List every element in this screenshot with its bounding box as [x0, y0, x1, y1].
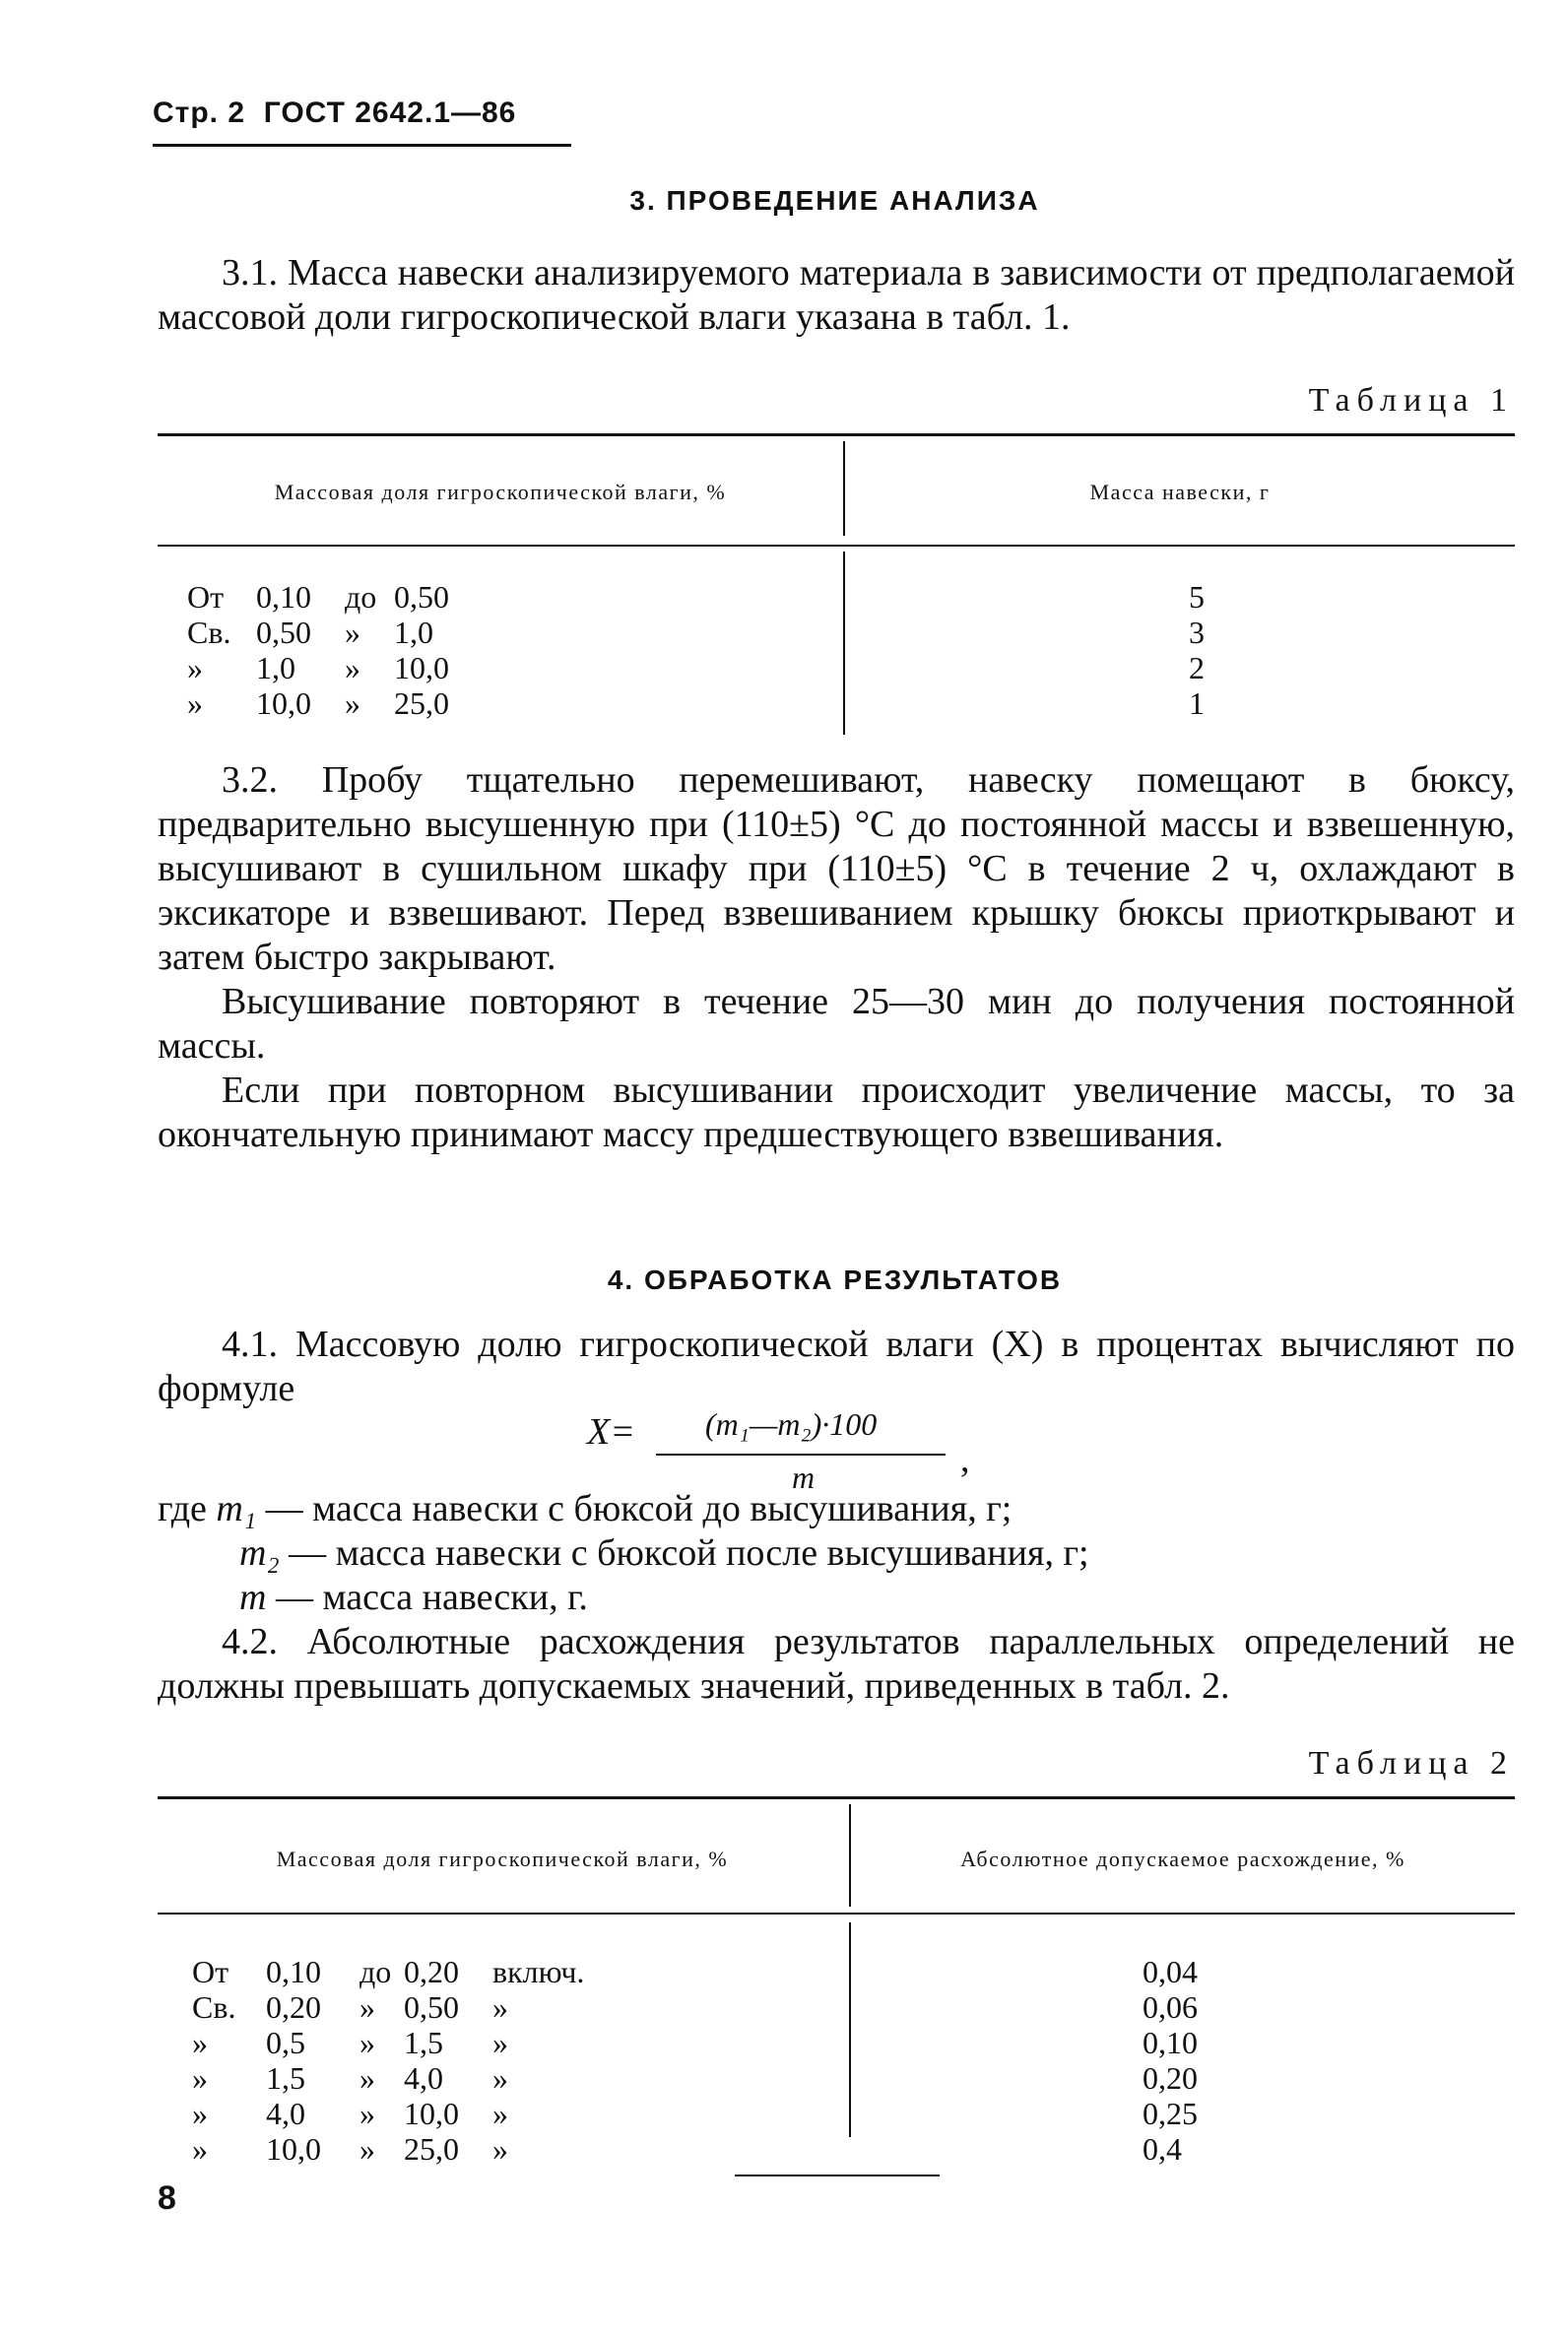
table-2-caption: Таблица 2: [1308, 1745, 1514, 1782]
moisture-range-cell: »: [187, 685, 203, 721]
moisture-range-cell: »: [359, 2060, 375, 2096]
paragraph-4-1: [158, 1323, 1515, 1411]
moisture-range-cell: 1,0: [394, 615, 433, 650]
table-2-top-rule: [158, 1796, 1515, 1799]
standard-number: ГОСТ 2642.1—86: [263, 97, 517, 129]
table-1-body: [158, 580, 1515, 728]
moisture-range-cell: »: [187, 650, 203, 685]
definition-m: [239, 1576, 588, 1620]
moisture-range-cell: »: [192, 2131, 208, 2167]
table-1-top-rule: [158, 433, 1515, 436]
moisture-range-cell: 0,50: [394, 579, 449, 615]
paragraph-3-1: [158, 251, 1515, 340]
moisture-range-cell: 4,0: [266, 2096, 305, 2131]
moisture-range-cell: »: [492, 1989, 508, 2025]
paragraph-mass-increase: Если при повторном высушивании происходит увеличение массы, то за окончательную принимают массу предшествующего взвешивания.: [158, 1070, 1515, 1155]
moisture-range-cell: 10,0: [394, 650, 449, 685]
moisture-range-cell: 0,50: [256, 615, 311, 650]
moisture-range-cell: »: [359, 1989, 375, 2025]
formula-lhs: X=: [587, 1411, 635, 1453]
moisture-range-cell: до: [345, 579, 377, 615]
moisture-range-cell: включ.: [492, 1954, 585, 1989]
paragraph-3-2: [158, 758, 1515, 1157]
moisture-range-cell: 0,10: [256, 579, 311, 615]
moisture-range-cell: 0,5: [266, 2025, 305, 2060]
definition-m1: [158, 1487, 1012, 1531]
moisture-range-cell: 10,0: [404, 2096, 459, 2131]
definition-symbol: m₂: [239, 1532, 280, 1574]
definition-m2: [239, 1531, 1089, 1576]
table-2-col2-header: Абсолютное допускаемое расхождение, %: [960, 1847, 1405, 1871]
table-1-col1-header: Массовая доля гигроскопической влаги, %: [274, 480, 727, 504]
moisture-range-cell: 0,20: [404, 1954, 459, 1989]
tolerance-cell: 0,06: [1143, 1989, 1198, 2025]
page-prefix: Стр. 2: [153, 97, 246, 129]
moisture-range-cell: 25,0: [404, 2131, 459, 2167]
moisture-range-cell: »: [492, 2025, 508, 2060]
paragraph-repeat-drying: Высушивание повторяют в течение 25—30 мин до получения постоянной массы.: [158, 981, 1515, 1067]
moisture-range-cell: до: [359, 1954, 392, 1989]
moisture-range-cell: 4,0: [404, 2060, 443, 2096]
table-1-header-rule: [158, 545, 1515, 547]
definition-symbol: m: [239, 1577, 267, 1618]
table-2-col1-header: Массовая доля гигроскопической влаги, %: [276, 1847, 729, 1871]
formula-numerator: (m₁—m₂)·100: [705, 1406, 878, 1442]
moisture-range-cell: »: [492, 2131, 508, 2167]
sample-mass-cell: 2: [1189, 650, 1205, 685]
moisture-range-cell: »: [345, 615, 360, 650]
sample-mass-cell: 1: [1189, 685, 1205, 721]
moisture-range-cell: Св.: [187, 615, 231, 650]
paragraph-3-2-text: 3.2. Пробу тщательно перемешивают, навеску помещают в бюксу, предварительно высушенную при (110±5) °С до постоянной массы и взвешенную, высушивают в сушильном шкафу при (110±5) °С в течение 2 ч, охлаждают в эксикаторе и взвешивают. Перед взвешиванием крышку бюксы приоткрывают и затем быстро закрывают.: [158, 759, 1515, 978]
moisture-range-cell: 1,5: [266, 2060, 305, 2096]
moisture-range-cell: От: [192, 1954, 229, 1989]
section-3-title: 3. ПРОВЕДЕНИЕ АНАЛИЗА: [629, 185, 1040, 216]
moisture-range-cell: 10,0: [256, 685, 311, 721]
moisture-range-cell: 10,0: [266, 2131, 321, 2167]
moisture-range-cell: 1,0: [256, 650, 295, 685]
definition-symbol: m₁: [216, 1488, 257, 1529]
moisture-range-cell: 0,50: [404, 1989, 459, 2025]
paragraph-4-2-text: 4.2. Абсолютные расхождения результатов параллельных определений не должны превышать допускаемых значений, приведенных в табл. 2.: [158, 1621, 1515, 1707]
moisture-range-cell: 25,0: [394, 685, 449, 721]
moisture-range-cell: »: [192, 2025, 208, 2060]
tolerance-cell: 0,25: [1143, 2096, 1198, 2131]
tolerance-cell: 0,20: [1143, 2060, 1198, 2096]
moisture-range-cell: »: [345, 685, 360, 721]
moisture-range-cell: »: [492, 2060, 508, 2096]
tolerance-cell: 0,04: [1143, 1954, 1198, 1989]
sample-mass-cell: 3: [1189, 615, 1205, 650]
moisture-range-cell: От: [187, 579, 225, 615]
table-2-body: [158, 1955, 1515, 2167]
definition-text: — масса навески с бюксой до высушивания, г;: [265, 1488, 1013, 1529]
moisture-range-cell: 0,10: [266, 1954, 321, 1989]
formula-denominator: m: [792, 1460, 816, 1495]
moisture-range-cell: 0,20: [266, 1989, 321, 2025]
moisture-range-cell: »: [359, 2096, 375, 2131]
end-rule: [735, 2175, 940, 2176]
moisture-range-cell: »: [359, 2131, 375, 2167]
table-1-caption: Таблица 1: [1308, 382, 1514, 419]
paragraph-3-1-text: 3.1. Масса навески анализируемого материала в зависимости от предполагаемой массовой доли гигроскопической влаги указана в табл. 1.: [158, 252, 1515, 338]
moisture-range-cell: »: [192, 2096, 208, 2131]
table-2-header-rule: [158, 1913, 1515, 1915]
page-number: 8: [158, 2179, 176, 2217]
definition-lead: где: [158, 1488, 207, 1529]
tolerance-cell: 0,4: [1143, 2131, 1182, 2167]
moisture-range-cell: »: [492, 2096, 508, 2131]
moisture-range-cell: »: [192, 2060, 208, 2096]
moisture-range-cell: »: [345, 650, 360, 685]
header-rule: [153, 144, 571, 147]
section-4-title: 4. ОБРАБОТКА РЕЗУЛЬТАТОВ: [607, 1265, 1063, 1295]
table-1-col2-header: Масса навески, г: [1089, 480, 1271, 504]
moisture-range-cell: »: [359, 2025, 375, 2060]
page-header: [153, 97, 516, 130]
tolerance-cell: 0,10: [1143, 2025, 1198, 2060]
formula-comma: ,: [960, 1439, 970, 1480]
definition-text: — масса навески с бюксой после высушивания, г;: [289, 1532, 1089, 1574]
paragraph-4-2: [158, 1620, 1515, 1709]
moisture-range-cell: 1,5: [404, 2025, 443, 2060]
formula-fraction-bar: [656, 1454, 946, 1456]
paragraph-4-1-text: 4.1. Массовую долю гигроскопической влаги (X) в процентах вычисляют по формуле: [158, 1324, 1515, 1409]
moisture-range-cell: Св.: [192, 1989, 236, 2025]
sample-mass-cell: 5: [1189, 579, 1205, 615]
definition-text: — масса навески, г.: [275, 1577, 588, 1618]
